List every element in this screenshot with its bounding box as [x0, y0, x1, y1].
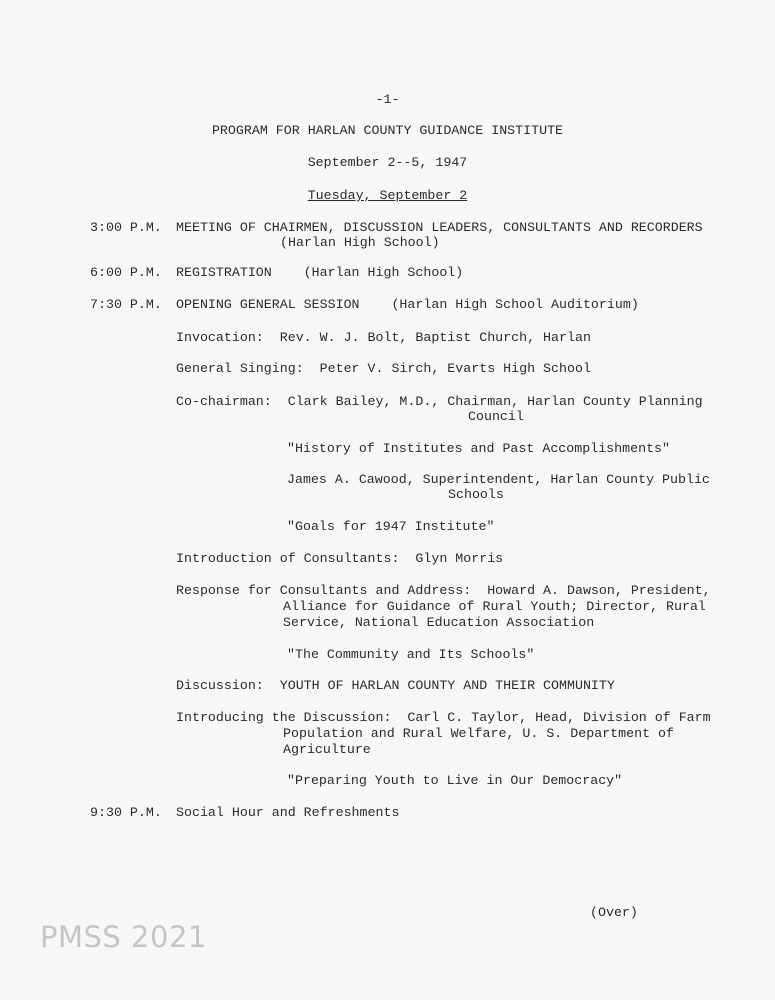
co-chairman-cont: Council [468, 409, 524, 424]
introducing-cont: Agriculture [283, 742, 371, 757]
session-time: 3:00 P.M. [90, 220, 162, 235]
session-text: OPENING GENERAL SESSION (Harlan High School Auditorium) [176, 297, 639, 312]
invocation: Invocation: Rev. W. J. Bolt, Baptist Church, Harlan [176, 330, 591, 345]
session-text: REGISTRATION (Harlan High School) [176, 265, 464, 280]
speaker-cont: Schools [448, 487, 504, 502]
speaker: James A. Cawood, Superintendent, Harlan County Public [287, 472, 710, 487]
session-time: 6:00 P.M. [90, 265, 162, 280]
introducing: Introducing the Discussion: Carl C. Taylor, Head, Division of Farm [176, 710, 711, 725]
session-text: MEETING OF CHAIRMEN, DISCUSSION LEADERS, CONSULTANTS AND RECORDERS [176, 220, 703, 235]
address-title: "History of Institutes and Past Accomplishments" [287, 441, 671, 456]
day-heading: Tuesday, September 2 [307, 188, 468, 203]
introducing-cont: Population and Rural Welfare, U. S. Department of [283, 726, 674, 741]
discussion: Discussion: YOUTH OF HARLAN COUNTY AND THEIR COMMUNITY [176, 678, 615, 693]
over-note: (Over) [590, 905, 638, 920]
page-number: -1- [375, 92, 400, 107]
session-time: 7:30 P.M. [90, 297, 162, 312]
response-cont: Alliance for Guidance of Rural Youth; Director, Rural [283, 599, 706, 614]
session-text: Social Hour and Refreshments [176, 805, 400, 820]
session-time: 9:30 P.M. [90, 805, 162, 820]
page-title: PROGRAM FOR HARLAN COUNTY GUIDANCE INSTITUTE [211, 123, 564, 138]
dates: September 2--5, 1947 [307, 155, 468, 170]
general-singing: General Singing: Peter V. Sirch, Evarts High School [176, 361, 591, 376]
address-title: "Goals for 1947 Institute" [287, 519, 495, 534]
session-location: (Harlan High School) [280, 235, 440, 250]
address-title: "The Community and Its Schools" [287, 647, 535, 662]
address-title: "Preparing Youth to Live in Our Democracy" [287, 773, 623, 788]
watermark: PMSS 2021 [40, 920, 207, 954]
response-cont: Service, National Education Association [283, 615, 595, 630]
introduction: Introduction of Consultants: Glyn Morris [176, 551, 504, 566]
response: Response for Consultants and Address: Howard A. Dawson, President, [176, 583, 711, 598]
co-chairman: Co-chairman: Clark Bailey, M.D., Chairman, Harlan County Planning [176, 394, 703, 409]
